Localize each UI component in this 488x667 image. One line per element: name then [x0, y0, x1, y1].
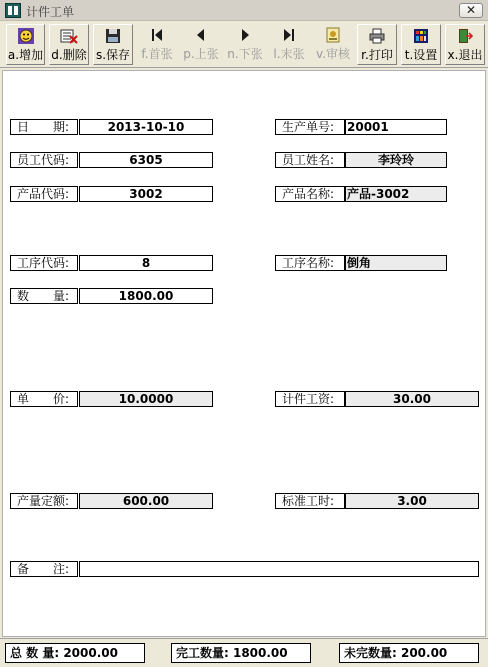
print-button-label: r.打印 [361, 48, 393, 62]
audit-button[interactable] [313, 24, 353, 65]
piece-wage-field: 30.00 [345, 391, 479, 407]
previous-record-icon [192, 26, 210, 44]
unit-price-label: 单 价: [10, 391, 78, 407]
add-smiley-icon [17, 27, 35, 45]
settings-button[interactable] [401, 24, 441, 65]
product-name-label: 产品名称: [275, 186, 345, 202]
employee-code-label: 员工代码: [10, 152, 78, 168]
last-record-button[interactable] [269, 24, 309, 65]
delete-button[interactable] [49, 24, 89, 65]
audit-button-label: v.审核 [316, 47, 350, 61]
process-code-label: 工序代码: [10, 255, 78, 271]
standard-hours-label: 标准工时: [275, 493, 345, 509]
close-button[interactable]: ✕ [459, 3, 483, 18]
exit-button-label: x.退出 [447, 48, 483, 62]
output-quota-field: 600.00 [79, 493, 213, 509]
add-button[interactable] [6, 24, 45, 65]
exit-button[interactable] [445, 24, 485, 65]
total-quantity-status: 总 数 量: 2000.00 [5, 643, 145, 663]
app-icon [5, 3, 21, 18]
next-record-label: n.下张 [227, 47, 263, 61]
settings-icon [412, 27, 430, 45]
first-record-button[interactable] [137, 24, 177, 65]
completed-quantity-status: 完工数量: 1800.00 [171, 643, 311, 663]
first-record-icon [148, 26, 166, 44]
save-button-label: s.保存 [95, 48, 131, 62]
first-record-label: f.首张 [141, 47, 173, 61]
standard-hours-field: 3.00 [345, 493, 479, 509]
add-button-label: a.增加 [7, 48, 44, 62]
quantity-label: 数 量: [10, 288, 78, 304]
status-bar [0, 638, 488, 667]
form-panel [2, 70, 486, 637]
product-name-field: 产品-3002 [345, 186, 447, 202]
date-field[interactable]: 2013-10-10 [79, 119, 213, 135]
toolbar [0, 21, 488, 68]
previous-record-label: p.上张 [183, 47, 219, 61]
process-name-label: 工序名称: [275, 255, 345, 271]
unit-price-field: 10.0000 [79, 391, 213, 407]
product-code-label: 产品代码: [10, 186, 78, 202]
save-button[interactable] [93, 24, 133, 65]
output-quota-label: 产量定额: [10, 493, 78, 509]
product-code-field[interactable]: 3002 [79, 186, 213, 202]
audit-icon [324, 26, 342, 44]
save-disk-icon [104, 27, 122, 45]
next-record-button[interactable] [225, 24, 265, 65]
order-no-label: 生产单号: [275, 119, 345, 135]
delete-button-label: d.删除 [51, 48, 87, 62]
process-name-field: 倒角 [345, 255, 447, 271]
order-no-field[interactable]: 20001 [345, 119, 447, 135]
last-record-icon [280, 26, 298, 44]
printer-icon [368, 27, 386, 45]
next-record-icon [236, 26, 254, 44]
previous-record-button[interactable] [181, 24, 221, 65]
process-code-field[interactable]: 8 [79, 255, 213, 271]
settings-button-label: t.设置 [404, 48, 438, 62]
remaining-quantity-status: 未完数量: 200.00 [339, 643, 479, 663]
quantity-field[interactable]: 1800.00 [79, 288, 213, 304]
employee-code-field[interactable]: 6305 [79, 152, 213, 168]
employee-name-field: 李玲玲 [345, 152, 447, 168]
remarks-label: 备 注: [10, 561, 78, 577]
title-bar [0, 0, 488, 21]
window-title: 计件工单 [26, 5, 75, 19]
exit-icon [456, 27, 474, 45]
date-label: 日 期: [10, 119, 78, 135]
delete-icon [60, 27, 78, 45]
last-record-label: l.末张 [273, 47, 305, 61]
remarks-field[interactable] [79, 561, 479, 577]
print-button[interactable] [357, 24, 397, 65]
piece-wage-label: 计件工资: [275, 391, 345, 407]
employee-name-label: 员工姓名: [275, 152, 345, 168]
